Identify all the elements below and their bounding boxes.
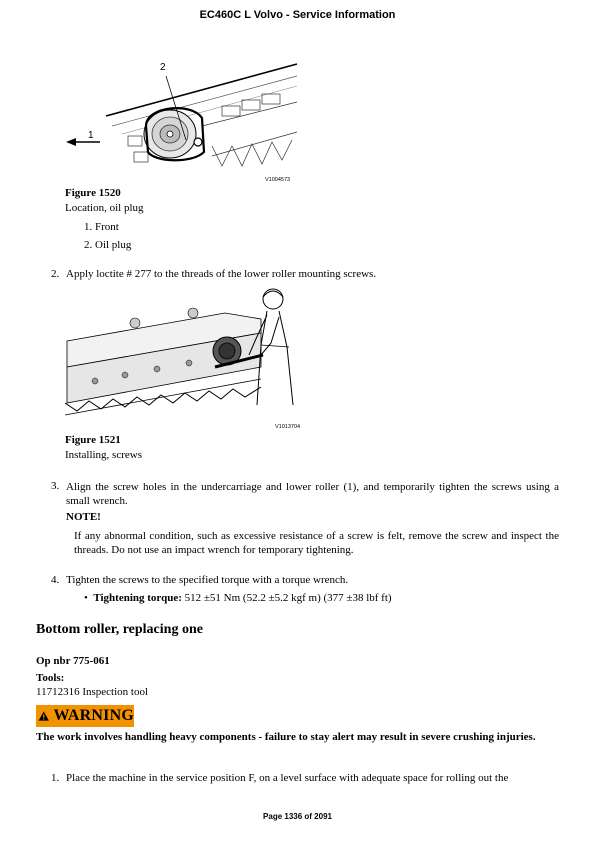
step-number: 4. bbox=[51, 574, 60, 586]
note-text: If any abnormal condition, such as excessive resistance of a screw is felt, remove the screw and inspect the threads. Do not use an impact wrench for temporary tightening. bbox=[74, 530, 559, 556]
warning-label: WARNING bbox=[53, 707, 134, 724]
figure-1520-caption: Location, oil plug bbox=[65, 202, 144, 214]
step-text: Align the screw holes in the undercarriage and lower roller (1), and temporarily tighten the screws using a small wrench. bbox=[66, 481, 559, 507]
note-title: NOTE! bbox=[66, 511, 101, 523]
tools-value: 11712316 Inspection tool bbox=[36, 686, 149, 698]
torque-label: Tightening torque: bbox=[93, 592, 182, 604]
step-text: Tighten the screws to the specified torque with a torque wrench. bbox=[66, 574, 349, 586]
list-item-text: Front bbox=[95, 221, 119, 233]
step-number: 1. bbox=[51, 772, 60, 784]
step-text: Apply loctite # 277 to the threads of the lower roller mounting screws. bbox=[66, 268, 377, 280]
page-footer: Page 1336 of 2091 bbox=[263, 812, 332, 821]
figure-1520-title: Figure 1520 bbox=[65, 187, 121, 199]
bullet-icon: • bbox=[84, 592, 88, 604]
step-number: 2. bbox=[51, 268, 60, 280]
figure-code: V1004573 bbox=[265, 177, 291, 183]
op-number: Op nbr 775-061 bbox=[36, 655, 110, 667]
figure-1521-title: Figure 1521 bbox=[65, 434, 121, 446]
page-header: EC460C L Volvo - Service Information bbox=[199, 9, 396, 21]
figure-code: V1013704 bbox=[275, 424, 301, 430]
bullet-item bbox=[84, 592, 392, 604]
figure-1520-illustration bbox=[62, 56, 312, 186]
figure-1521-caption: Installing, screws bbox=[65, 449, 142, 461]
warning-triangle-icon bbox=[38, 707, 49, 725]
step-number: 3. bbox=[51, 480, 60, 492]
figure-1521-illustration bbox=[65, 285, 315, 433]
callout-2-label: 2 bbox=[160, 62, 166, 73]
warning-badge bbox=[36, 705, 134, 727]
list-item: 2. Oil plug bbox=[84, 239, 132, 251]
list-item: 1. Front bbox=[84, 221, 119, 233]
callout-1-label: 1 bbox=[88, 130, 94, 141]
warning-text: The work involves handling heavy components - failure to stay alert may result in severe crushing injuries. bbox=[36, 731, 536, 743]
torque-value: 512 ±51 Nm (52.2 ±5.2 kgf m) (377 ±38 lbf ft) bbox=[184, 592, 392, 604]
tools-label: Tools: bbox=[36, 672, 65, 684]
list-item-text: Oil plug bbox=[95, 239, 132, 251]
section-title: Bottom roller, replacing one bbox=[36, 622, 203, 637]
step-text: Place the machine in the service position F, on a level surface with adequate space for rolling out the bbox=[66, 772, 509, 784]
